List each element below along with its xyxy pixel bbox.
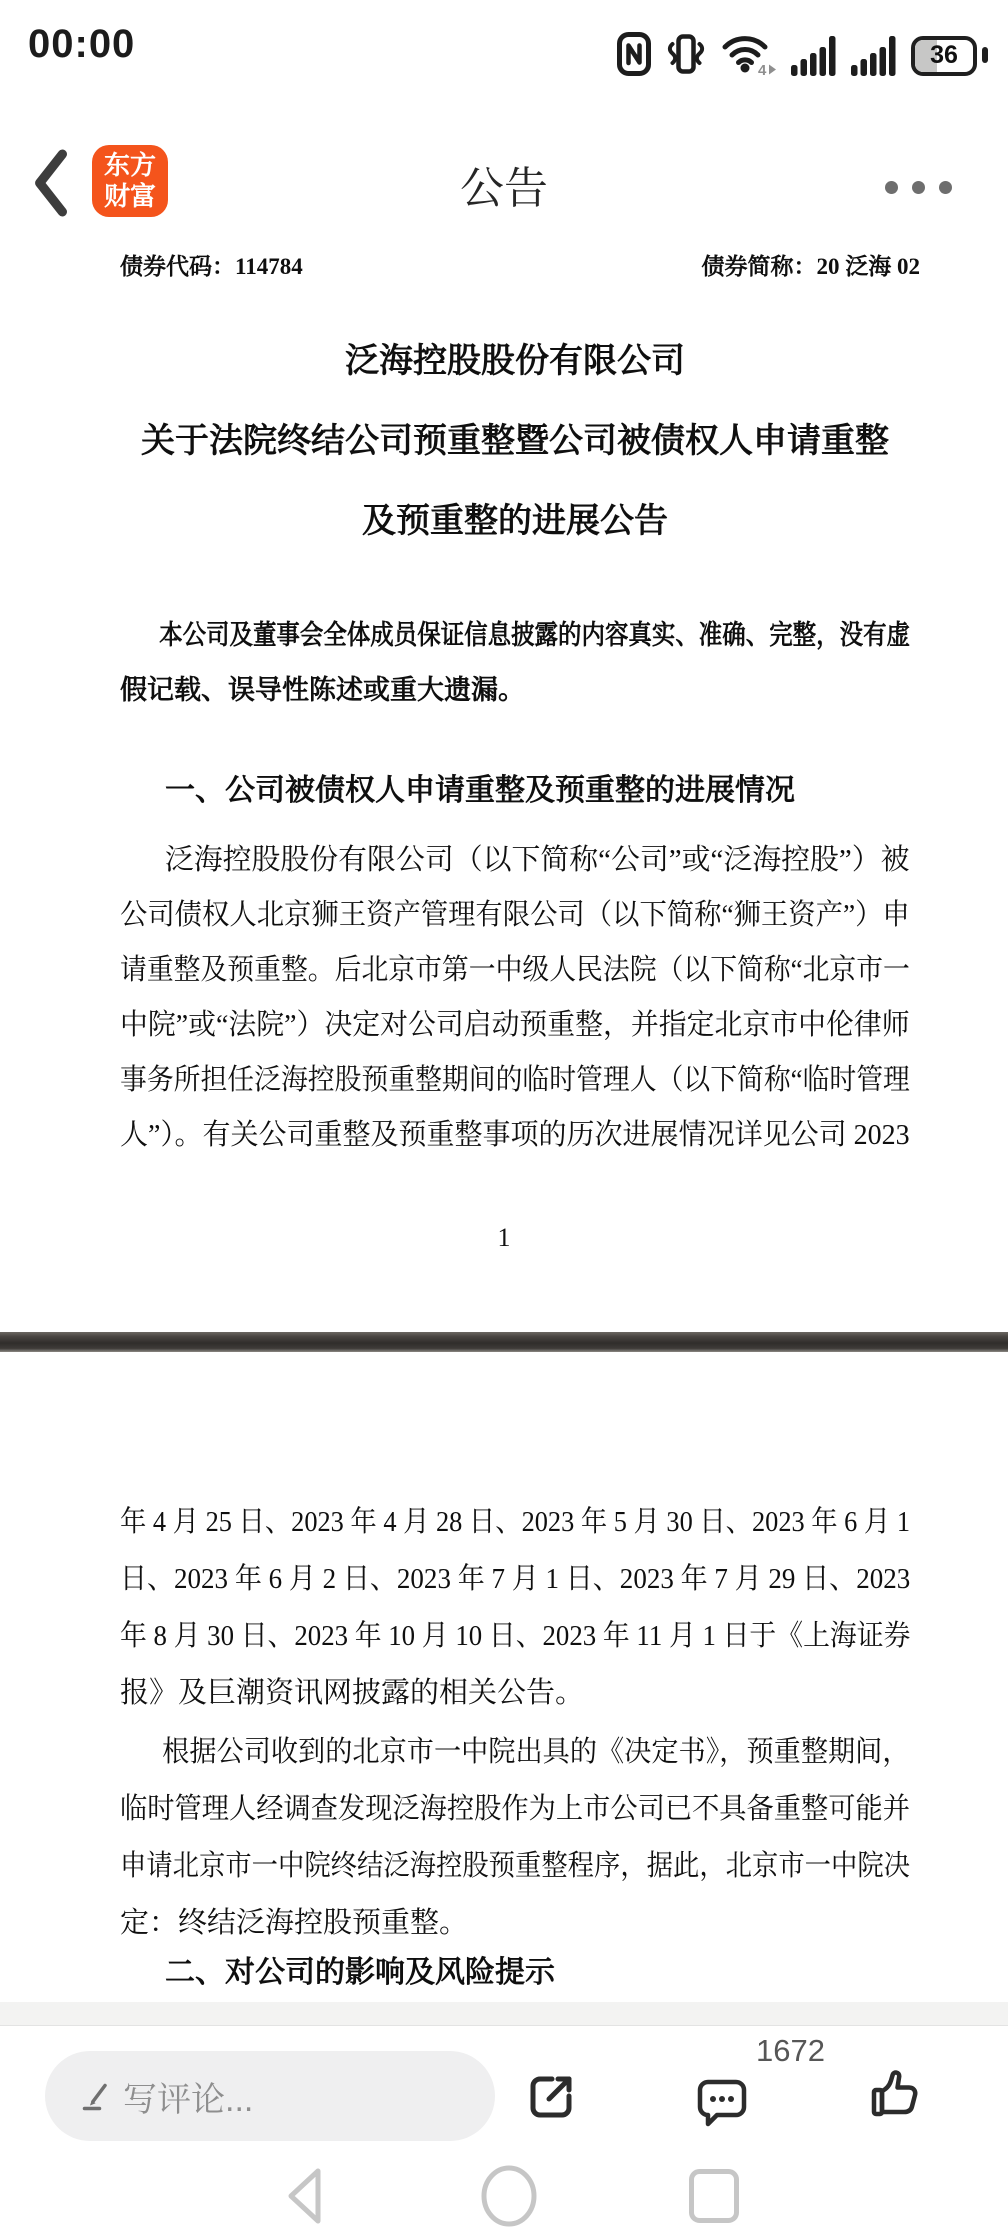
section-1-heading: 一、公司被债权人申请重整及预重整的进展情况 [165, 774, 795, 807]
comment-button[interactable] [693, 2073, 751, 2129]
dot-icon [885, 181, 898, 194]
doc-line: 泛海控股股份有限公司（以下简称“公司”或“泛海控股”）被 [164, 844, 910, 876]
nfc-icon [617, 32, 651, 76]
app-header [0, 90, 1008, 240]
comment-count: 1672 [756, 2033, 825, 2068]
pdf-page-2 [0, 1352, 1008, 2002]
doc-line: 申请北京市一中院终结泛海控股预重整程序，据此，北京市一中院决 [120, 1850, 911, 1882]
pdf-page-1 [0, 240, 1008, 1332]
disclaimer-paragraph [120, 608, 910, 718]
doc-line: 定：终结泛海控股预重整。 [120, 1907, 469, 1939]
more-menu-button[interactable] [879, 175, 958, 200]
square-icon [692, 2172, 737, 2221]
announcement-title [120, 322, 910, 562]
status-bar [0, 0, 1008, 90]
battery-nub [982, 47, 988, 63]
circle-icon [484, 2168, 534, 2224]
section-2-heading: 二、对公司的影响及风险提示 [165, 1956, 555, 1989]
like-button[interactable] [867, 2065, 923, 2123]
battery-icon [911, 36, 977, 76]
svg-text:4: 4 [758, 62, 767, 76]
comment-placeholder: 写评论... [123, 2080, 254, 2119]
bond-code: 债券代码：114784 [120, 254, 303, 279]
navigation-bar [0, 2150, 1008, 2232]
triangle-icon [291, 2171, 318, 2221]
doc-line: 本公司及董事会全体成员保证信息披露的内容真实、准确、完整，没有虚 [159, 620, 911, 650]
doc-line: 日、2023 年 6 月 2 日、2023 年 7 月 1 日、2023 年 7 月 29 日、2023 [120, 1563, 911, 1595]
doc-line: 年 8 月 30 日、2023 年 10 月 10 日、2023 年 11 月 1 日于《上海证券 [120, 1620, 911, 1652]
signal-icon-2 [851, 34, 897, 76]
doc-line: 临时管理人经调查发现泛海控股作为上市公司已不具备重整可能并 [120, 1793, 911, 1825]
doc-line: 人”）。有关公司重整及预重整事项的历次进展情况详见公司 2023 [120, 1119, 910, 1151]
status-icons [617, 30, 988, 76]
pencil-icon [79, 2080, 111, 2112]
dot-icon [939, 181, 952, 194]
announcement-title-line: 泛海控股股份有限公司 [345, 343, 685, 380]
bond-name: 债券简称：20 泛海 02 [701, 254, 920, 279]
paragraph-2 [120, 1494, 910, 1722]
comment-bar [0, 2027, 1008, 2150]
doc-line: 年 4 月 25 日、2023 年 4 月 28 日、2023 年 5 月 30 日、2023 年 6 月 1 [120, 1506, 911, 1538]
doc-line: 公司债权人北京狮王资产管理有限公司（以下简称“狮王资产”）申 [120, 899, 910, 931]
doc-line: 请重整及预重整。后北京市第一中级人民法院（以下简称“北京市一 [120, 954, 910, 986]
app-logo-line2: 财富 [103, 181, 156, 211]
app-logo-line1: 东方 [103, 150, 156, 180]
bond-info-row [120, 248, 920, 281]
paragraph-1 [120, 833, 910, 1163]
signal-icon [791, 34, 837, 76]
doc-line: 假记载、误导性陈述或重大遗漏。 [120, 675, 525, 705]
share-button[interactable] [524, 2070, 578, 2124]
doc-line: 中院”或“法院”）决定对公司启动预重整，并指定北京市中伦律师 [120, 1009, 910, 1041]
comment-input[interactable] [45, 2051, 495, 2141]
speech-bubble-icon [700, 2082, 744, 2124]
doc-line: 事务所担任泛海控股预重整期间的临时管理人（以下简称“临时管理 [120, 1064, 910, 1096]
nav-recents-button[interactable] [687, 2167, 741, 2225]
nav-back-button[interactable] [279, 2163, 331, 2229]
doc-line: 根据公司收到的北京市一中院出具的《决定书》，预重整期间， [162, 1736, 910, 1768]
announcement-title-line: 及预重整的进展公告 [362, 503, 668, 540]
status-time: 00:00 [28, 22, 136, 66]
dot-icon [912, 181, 925, 194]
vibrate-icon [665, 32, 707, 76]
nav-home-button[interactable] [478, 2163, 540, 2229]
wifi-icon [721, 30, 777, 76]
thumbs-up-icon [882, 2072, 915, 2112]
doc-line: 报》及巨潮资讯网披露的相关公告。 [120, 1677, 585, 1709]
page-separator [0, 1332, 1008, 1352]
battery-percent: 36 [930, 41, 958, 69]
announcement-title-line: 关于法院终结公司预重整暨公司被债权人申请重整 [141, 423, 889, 460]
paragraph-3 [120, 1724, 910, 1952]
page-number: 1 [497, 1223, 511, 1252]
page-title: 公告 [460, 164, 548, 213]
toolbar-separator [0, 2002, 1008, 2026]
